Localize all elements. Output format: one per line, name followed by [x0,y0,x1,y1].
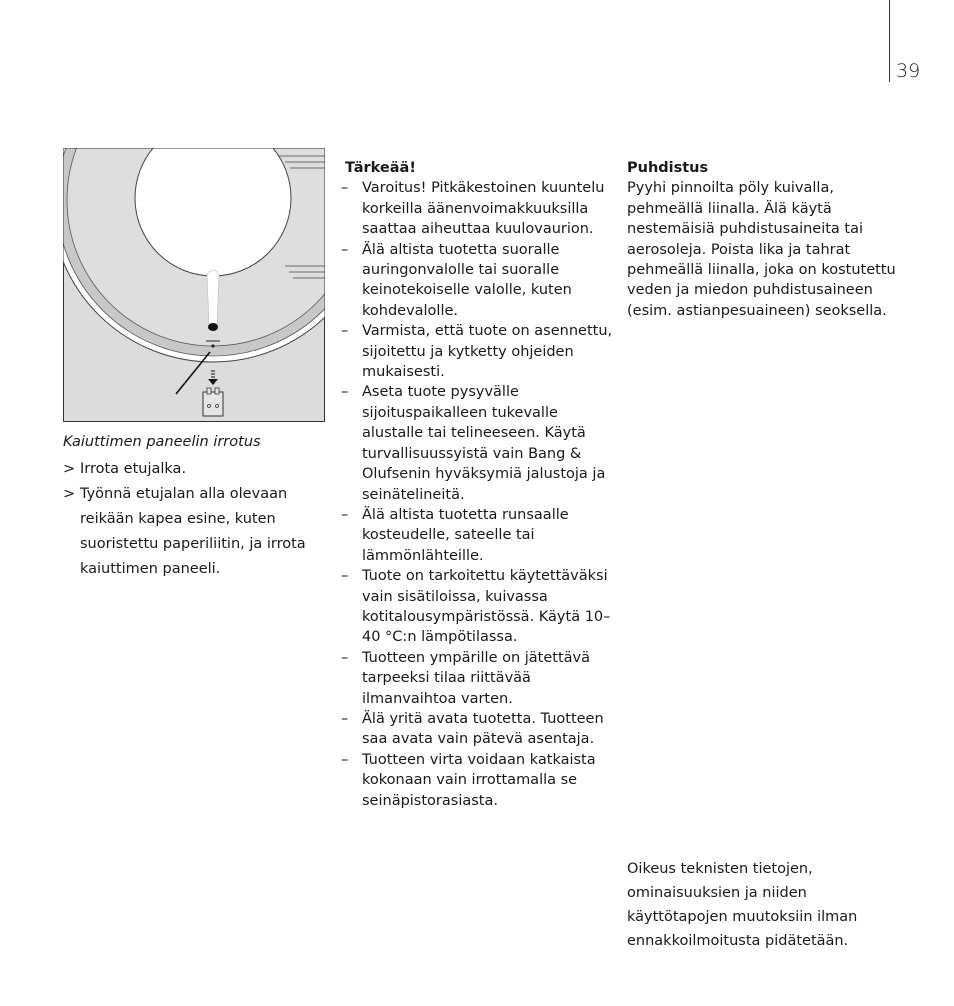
important-item-text: Tuotteen virta voidaan katkaista kokonaan vain irrottamalla se seinäpistorasiasta. [362,751,596,809]
cleaning-heading: Puhdistus [627,160,709,176]
dash-marker: – [341,506,349,523]
important-item [341,648,616,709]
important-item-text: Aseta tuote pysyvälle sijoituspaikalleen tukevalle alustalle tai telineeseen. Käytä turvallisuussyistä vain Bang & Olufsenin hyväksymiä jalustoja ja seinätelineitä. [362,384,606,503]
important-item [341,505,616,566]
important-item-text: Varoitus! Pitkäkestoinen kuuntelu korkeilla äänenvoimakkuuksilla saattaa aiheuttaa kuulovaurion. [362,180,605,238]
important-item [341,750,616,811]
important-item [341,178,616,239]
dash-marker: – [341,649,349,666]
speaker-foot-icon [203,388,223,416]
important-item-text: Älä altista tuotetta suoralle auringonvalolle tai suoralle keinotekoiselle valolle, kuten kohdevalolle. [362,241,572,319]
speaker-panel-illustration [63,148,325,422]
important-section [341,158,616,811]
disclaimer-text: Oikeus teknisten tietojen, ominaisuuksien ja niiden käyttötapojen muutoksiin ilman ennakkoilmoitusta pidätetään. [627,861,858,949]
important-item-text: Varmista, että tuote on asennettu, sijoitettu ja kytketty ohjeiden mukaisesti. [362,323,613,381]
step-marker: > [63,486,76,502]
dash-marker: – [341,180,349,197]
dash-marker: – [341,751,349,768]
light-beam-shape [207,270,219,328]
important-heading: Tärkeää! [345,160,416,176]
step-text: Työnnä etujalan alla olevaan reikään kapea esine, kuten suoristettu paperiliitin, ja irrota kaiuttimen paneeli. [80,486,306,577]
important-item [341,240,616,322]
important-item-text: Tuote on tarkoitettu käytettäväksi vain sisätiloissa, kuivassa kotitalousympäristössä. Käytä 10–40 °C:n lämpötilassa. [362,568,611,646]
step-text: Irrota etujalka. [80,461,187,477]
important-item-text: Tuotteen ympärille on jätettävä tarpeeksi tilaa riittävää ilmanvaihtoa varten. [362,649,591,707]
dash-marker: – [341,323,349,340]
removal-step [63,457,325,482]
dash-marker: – [341,710,349,727]
figure-caption: Kaiuttimen paneelin irrotus [63,434,261,450]
removal-step [63,482,325,582]
important-item [341,566,616,648]
step-marker: > [63,461,76,477]
dash-marker: – [341,568,349,585]
cleaning-section [627,158,897,321]
important-item [341,709,616,750]
panel-removal-section [63,430,325,582]
important-item [341,382,616,504]
page-number: 39 [896,60,921,82]
page-divider-line [889,0,890,82]
cleaning-text: Pyyhi pinnoilta pöly kuivalla, pehmeällä liinalla. Älä käytä nestemäisiä puhdistusaineita tai aerosoleja. Poista lika ja tahrat pehmeällä liinalla, joka on kostutettu veden ja miedon puhdistusaineen (esim. astianpesuaineen) seoksella. [627,180,896,319]
important-item-text: Älä yritä avata tuotetta. Tuotteen saa avata vain pätevä asentaja. [362,710,604,748]
important-item-text: Älä altista tuotetta runsaalle kosteudelle, sateelle tai lämmönlähteille. [362,506,569,564]
important-item [341,321,616,382]
dash-marker: – [341,241,349,258]
dash-marker: – [341,384,349,401]
